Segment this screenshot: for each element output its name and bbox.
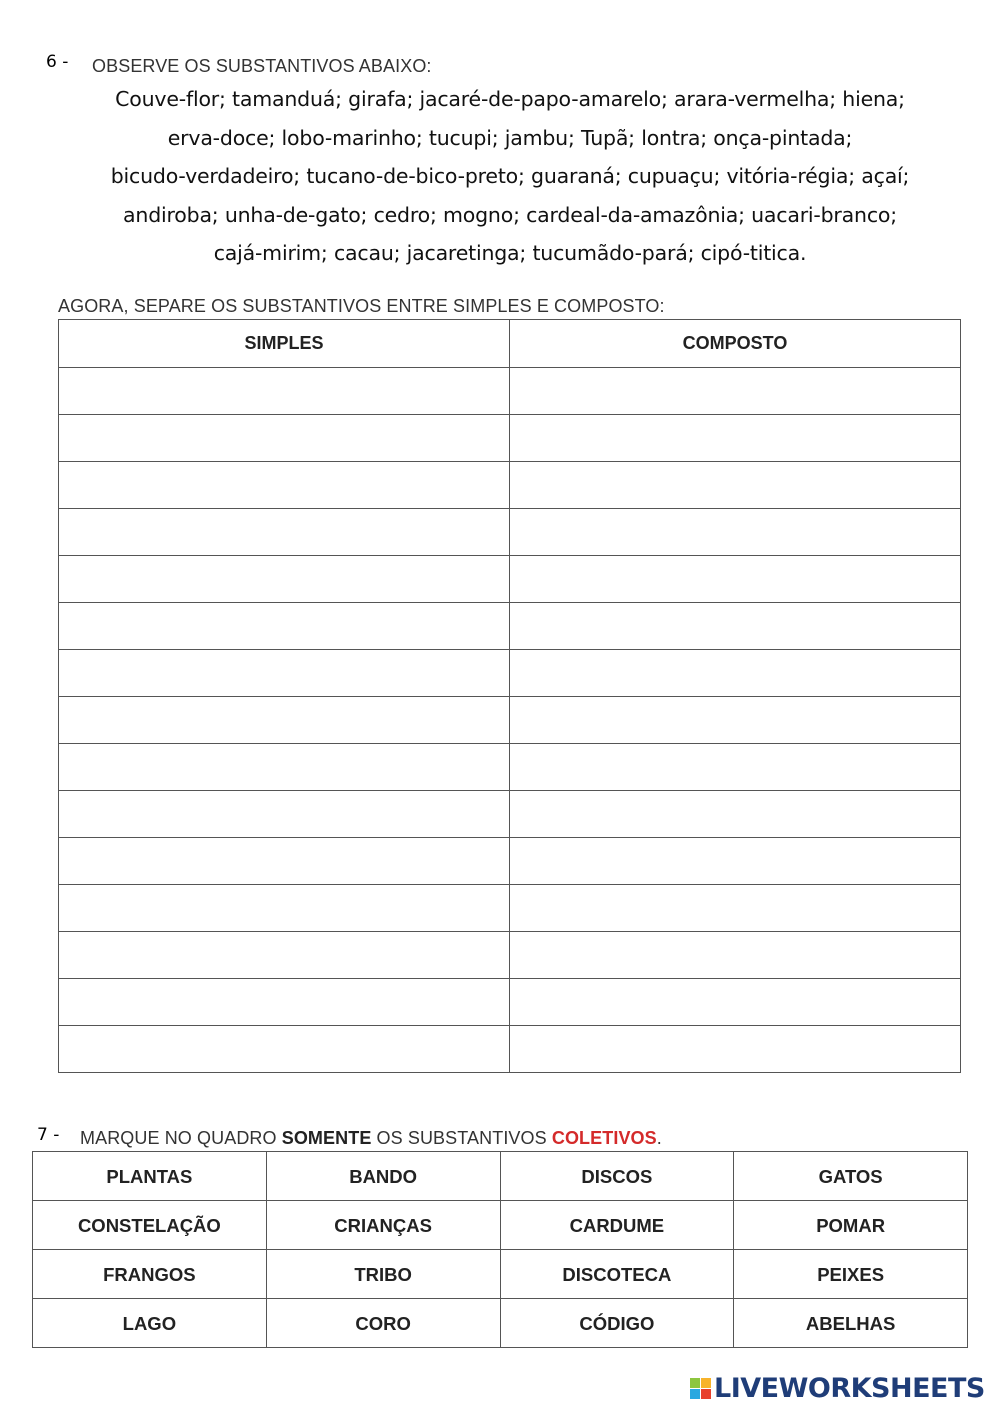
noun-list-line: bicudo-verdadeiro; tucano-de-bico-preto; guaraná; cupuaçu; vitória-régia; açaí;: [110, 164, 910, 188]
simples-answer-cell[interactable]: [59, 1026, 510, 1073]
noun-list-line: cajá-mirim; cacau; jacaretinga; tucumãdo-pará; cipó-titica.: [213, 241, 807, 265]
simples-answer-cell[interactable]: [59, 791, 510, 838]
question-6-instruction: AGORA, SEPARE OS SUBSTANTIVOS ENTRE SIMPLES E COMPOSTO:: [58, 296, 665, 316]
table-row: [59, 791, 961, 838]
composto-answer-cell[interactable]: [510, 744, 961, 791]
noun-option-cell[interactable]: CÓDIGO: [500, 1299, 734, 1348]
table-row: [59, 415, 961, 462]
logo-icon: [690, 1378, 711, 1399]
table-row: [59, 462, 961, 509]
question-7-heading: [80, 1128, 662, 1149]
simples-answer-cell[interactable]: [59, 556, 510, 603]
question-6-heading: OBSERVE OS SUBSTANTIVOS ABAIXO:: [92, 56, 432, 76]
noun-option-cell[interactable]: ABELHAS: [734, 1299, 968, 1348]
noun-option-cell[interactable]: FRANGOS: [33, 1250, 267, 1299]
simples-answer-cell[interactable]: [59, 697, 510, 744]
table-row: [59, 603, 961, 650]
table-row: [59, 509, 961, 556]
grid-row: [33, 1152, 968, 1201]
simples-answer-cell[interactable]: [59, 744, 510, 791]
grid-row: [33, 1250, 968, 1299]
composto-answer-cell[interactable]: [510, 368, 961, 415]
noun-option-cell[interactable]: DISCOS: [500, 1152, 734, 1201]
table-row: [59, 932, 961, 979]
noun-option-cell[interactable]: LAGO: [33, 1299, 267, 1348]
noun-option-cell[interactable]: CARDUME: [500, 1201, 734, 1250]
composto-answer-cell[interactable]: [510, 603, 961, 650]
noun-option-cell[interactable]: GATOS: [734, 1152, 968, 1201]
question-6-number: 6 -: [46, 52, 69, 72]
noun-option-cell[interactable]: CORO: [266, 1299, 500, 1348]
heading-emphasis-coletivos: COLETIVOS: [551, 1128, 657, 1148]
noun-option-cell[interactable]: DISCOTECA: [500, 1250, 734, 1299]
simples-answer-cell[interactable]: [59, 885, 510, 932]
noun-list-paragraph: [60, 80, 960, 273]
noun-option-cell[interactable]: CONSTELAÇÃO: [33, 1201, 267, 1250]
table-header-row: [59, 320, 961, 368]
column-header-composto: COMPOSTO: [510, 320, 961, 368]
simples-answer-cell[interactable]: [59, 838, 510, 885]
noun-option-cell[interactable]: CRIANÇAS: [266, 1201, 500, 1250]
simples-answer-cell[interactable]: [59, 415, 510, 462]
composto-answer-cell[interactable]: [510, 415, 961, 462]
answer-rows: [59, 368, 961, 1073]
heading-emphasis-somente: SOMENTE: [281, 1128, 372, 1148]
table-row: [59, 1026, 961, 1073]
simples-answer-cell[interactable]: [59, 509, 510, 556]
composto-answer-cell[interactable]: [510, 791, 961, 838]
composto-answer-cell[interactable]: [510, 509, 961, 556]
column-header-simples: SIMPLES: [59, 320, 510, 368]
noun-option-cell[interactable]: PLANTAS: [33, 1152, 267, 1201]
table-row: [59, 650, 961, 697]
composto-answer-cell[interactable]: [510, 979, 961, 1026]
table-row: [59, 979, 961, 1026]
simples-answer-cell[interactable]: [59, 979, 510, 1026]
composto-answer-cell[interactable]: [510, 885, 961, 932]
liveworksheets-logo: [690, 1373, 985, 1404]
noun-list-line: erva-doce; lobo-marinho; tucupi; jambu; Tupã; lontra; onça-pintada;: [167, 125, 853, 150]
question-7-number: 7 -: [37, 1125, 60, 1145]
composto-answer-cell[interactable]: [510, 462, 961, 509]
noun-option-cell[interactable]: POMAR: [734, 1201, 968, 1250]
noun-option-cell[interactable]: BANDO: [266, 1152, 500, 1201]
heading-text: OS SUBSTANTIVOS: [371, 1128, 552, 1148]
table-row: [59, 744, 961, 791]
composto-answer-cell[interactable]: [510, 697, 961, 744]
table-row: [59, 838, 961, 885]
simples-answer-cell[interactable]: [59, 650, 510, 697]
heading-text: MARQUE NO QUADRO: [80, 1128, 282, 1148]
coletivos-grid: [32, 1151, 968, 1348]
table-row: [59, 697, 961, 744]
composto-answer-cell[interactable]: [510, 838, 961, 885]
heading-text: .: [656, 1128, 662, 1148]
simples-answer-cell[interactable]: [59, 462, 510, 509]
simples-answer-cell[interactable]: [59, 932, 510, 979]
grid-row: [33, 1201, 968, 1250]
composto-answer-cell[interactable]: [510, 1026, 961, 1073]
table-row: [59, 556, 961, 603]
composto-answer-cell[interactable]: [510, 932, 961, 979]
simples-answer-cell[interactable]: [59, 368, 510, 415]
composto-answer-cell[interactable]: [510, 556, 961, 603]
noun-list-line: Couve-flor; tamanduá; girafa; jacaré-de-papo-amarelo; arara-vermelha; hiena;: [115, 87, 905, 111]
noun-list-line: andiroba; unha-de-gato; cedro; mogno; cardeal-da-amazônia; uacari-branco;: [123, 202, 897, 227]
table-row: [59, 885, 961, 932]
composto-answer-cell[interactable]: [510, 650, 961, 697]
simples-answer-cell[interactable]: [59, 603, 510, 650]
logo-text: LIVEWORKSHEETS: [714, 1373, 985, 1404]
grid-row: [33, 1299, 968, 1348]
table-row: [59, 368, 961, 415]
noun-option-cell[interactable]: TRIBO: [266, 1250, 500, 1299]
simples-composto-table: [58, 319, 961, 1073]
noun-option-cell[interactable]: PEIXES: [734, 1250, 968, 1299]
